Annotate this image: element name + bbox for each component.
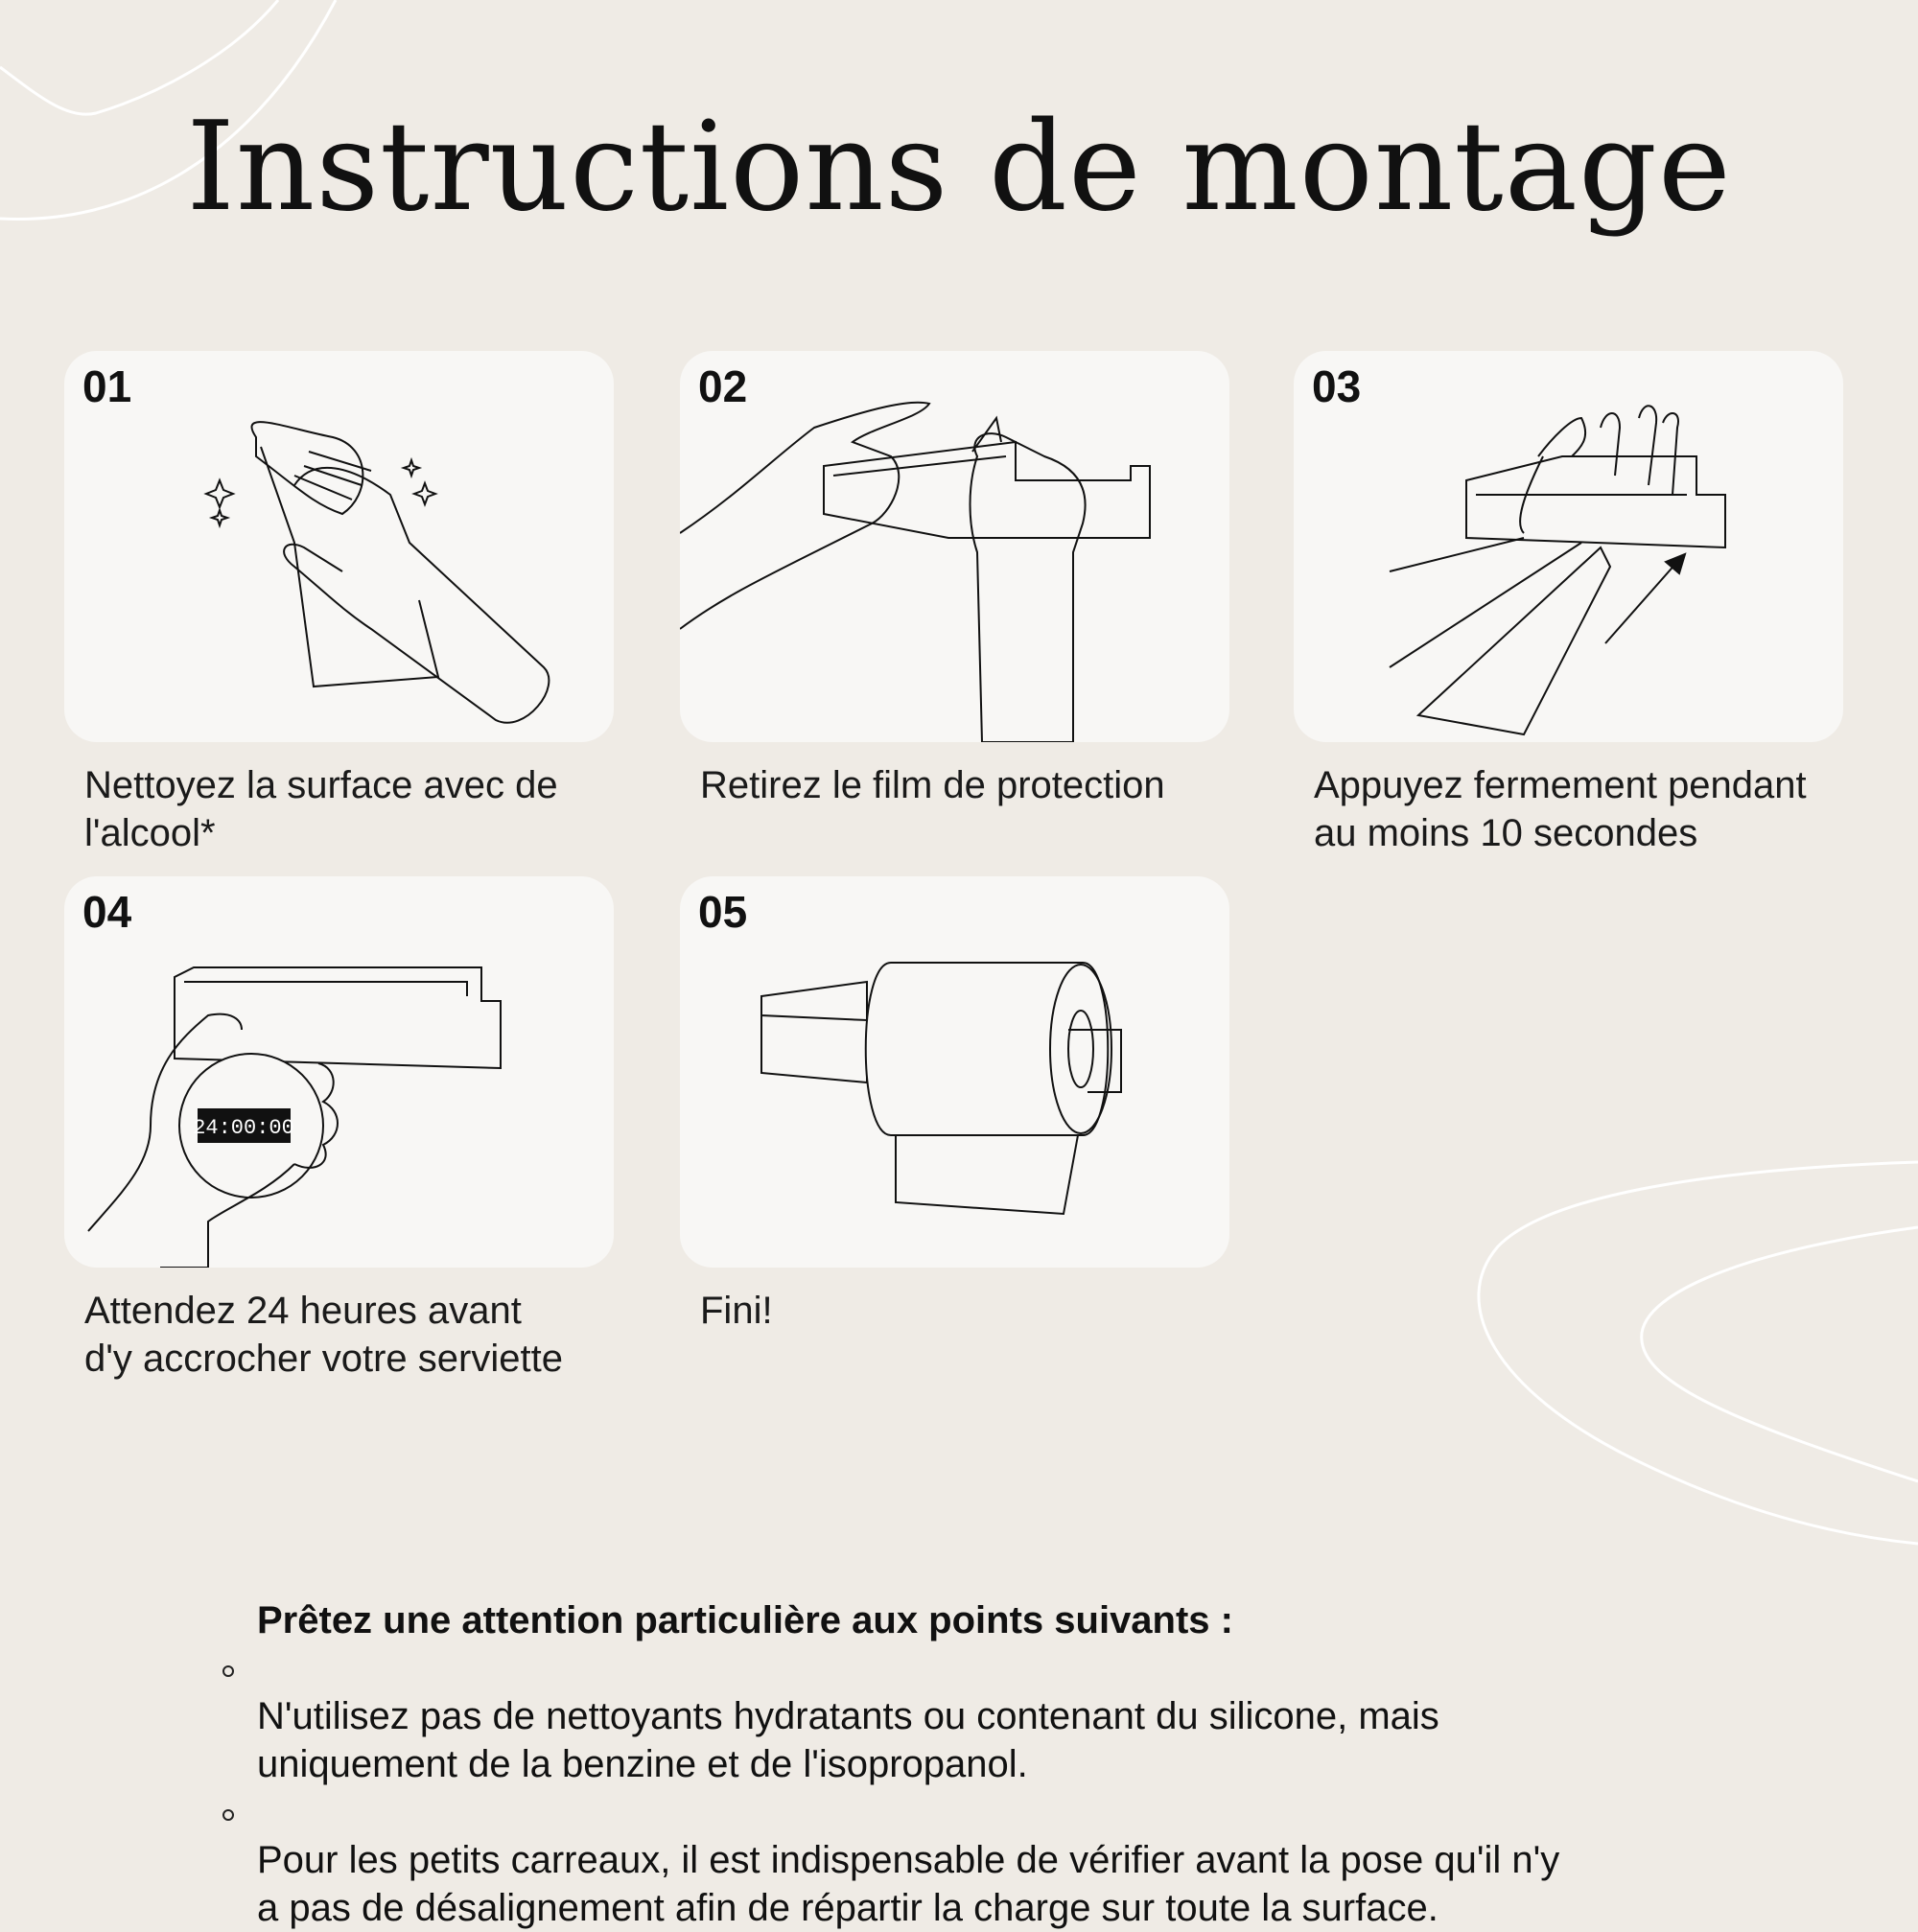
- step-caption-03: Appuyez fermement pendant au moins 10 secondes: [1314, 764, 1807, 854]
- step-card-05: [680, 876, 1229, 1268]
- note-text: Pour les petits carreaux, il est indispensable de vérifier avant la pose qu'il n'y a pas de désalignement afin de répartir la charge sur toute la surface.: [257, 1839, 1560, 1929]
- step-number: 02: [698, 361, 748, 411]
- notes-section: [221, 1596, 1755, 1932]
- wipe-surface-illustration: [64, 351, 614, 742]
- note-text: N'utilisez pas de nettoyants hydratants ou contenant du silicone, mais uniquement de la benzine et de l'isopropanol.: [257, 1695, 1439, 1785]
- bullet-icon: [222, 1809, 234, 1821]
- finished-holder-illustration: [680, 876, 1229, 1268]
- remove-film-illustration: [680, 351, 1229, 742]
- step-caption-01: Nettoyez la surface avec de l'alcool*: [84, 764, 558, 854]
- step-number: 04: [82, 887, 132, 937]
- step-number: 05: [698, 887, 748, 937]
- step-card-03: [1294, 351, 1843, 742]
- page-title: Instructions de montage: [186, 96, 1732, 239]
- press-firmly-illustration: [1294, 351, 1843, 742]
- step-card-02: [680, 351, 1229, 742]
- step-card-01: [64, 351, 614, 742]
- bullet-icon: [222, 1665, 234, 1677]
- note-item: [221, 1644, 1755, 1788]
- step-card-04: [64, 876, 614, 1268]
- notes-title: Prêtez une attention particulière aux points suivants :: [257, 1599, 1233, 1641]
- step-number: 01: [82, 361, 132, 411]
- step-caption-02: Retirez le film de protection: [700, 764, 1165, 806]
- step-caption-04: Attendez 24 heures avant d'y accrocher votre serviette: [84, 1290, 563, 1380]
- note-item: [221, 1788, 1755, 1932]
- step-number: 03: [1312, 361, 1362, 411]
- wait-timer-illustration: [64, 876, 614, 1268]
- step-caption-05: Fini!: [700, 1290, 773, 1332]
- notes-list: [221, 1644, 1755, 1932]
- timer-display: 24:00:00: [193, 1116, 294, 1140]
